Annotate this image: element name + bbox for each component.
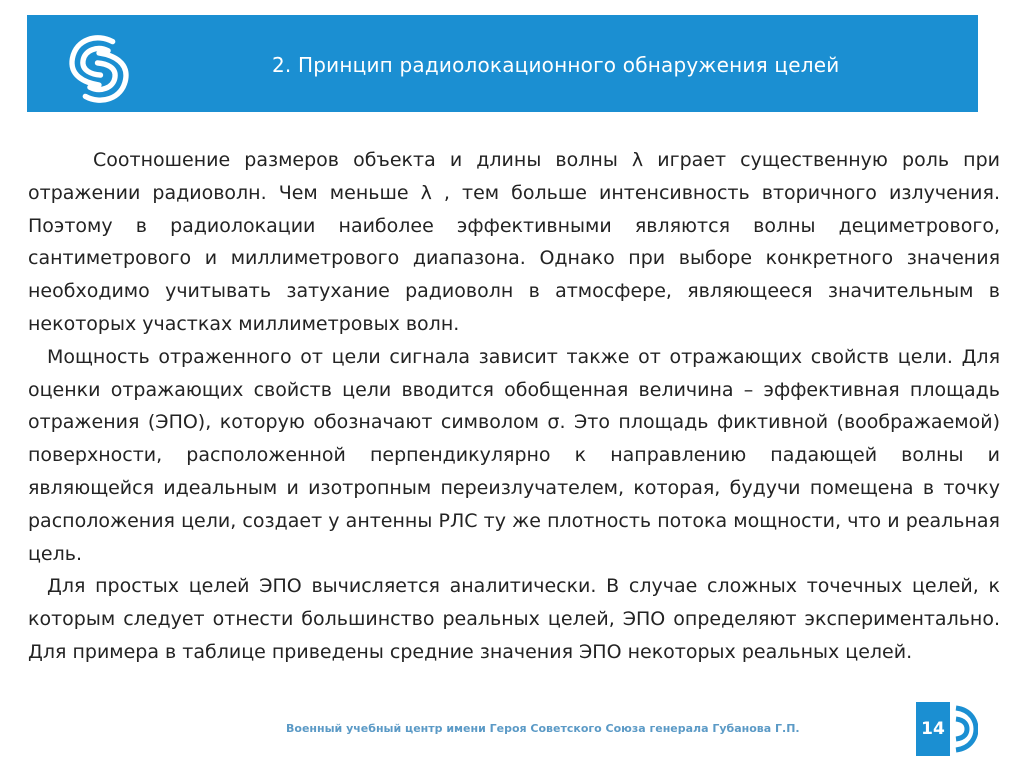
slide-title: 2. Принцип радиолокационного обнаружения целей — [272, 53, 840, 77]
slide-body — [28, 144, 1000, 669]
s-curve-logo-icon — [61, 31, 137, 107]
footer-organization: Военный учебный центр имени Героя Советского Союза генерала Губанова Г.П. — [286, 722, 800, 735]
body-paragraph: Для простых целей ЭПО вычисляется аналитически. В случае сложных точечных целей, к которым следует отнести большинство реальных целей, ЭПО определяют экспериментально. Для примера в таблице приведены средние значения ЭПО некоторых реальных целей. — [28, 575, 1000, 663]
page-mark-icon — [952, 702, 978, 756]
slide-header — [27, 15, 978, 112]
body-paragraph: Мощность отраженного от цели сигнала зависит также от отражающих свойств цели. Для оценки отражающих свойств цели вводится обобщенная величина – эффективная площадь отражения (ЭПО), которую обозначают символом σ. Это площадь фиктивной (воображаемой) поверхности, расположенной перпендикулярно к направлению падающей волны и являющейся идеальным и изотропным переизлучателем, которая, будучи помещена в точку расположения цели, создает у антенны РЛС ту же плотность потока мощности, что и реальная цель. — [28, 345, 1000, 565]
body-paragraph: Соотношение размеров объекта и длины волны λ играет существенную роль при отражении радиоволн. Чем меньше λ , тем больше интенсивность вторичного излучения. Поэтому в радиолокации наиболее эффективными являются волны дециметрового, сантиметрового и миллиметрового диапазона. Однако при выборе конкретного значения необходимо учитывать затухание радиоволн в атмосфере, являющееся значительным в некоторых участках миллиметровых волн. — [28, 149, 1000, 335]
page-number: 14 — [916, 702, 950, 756]
